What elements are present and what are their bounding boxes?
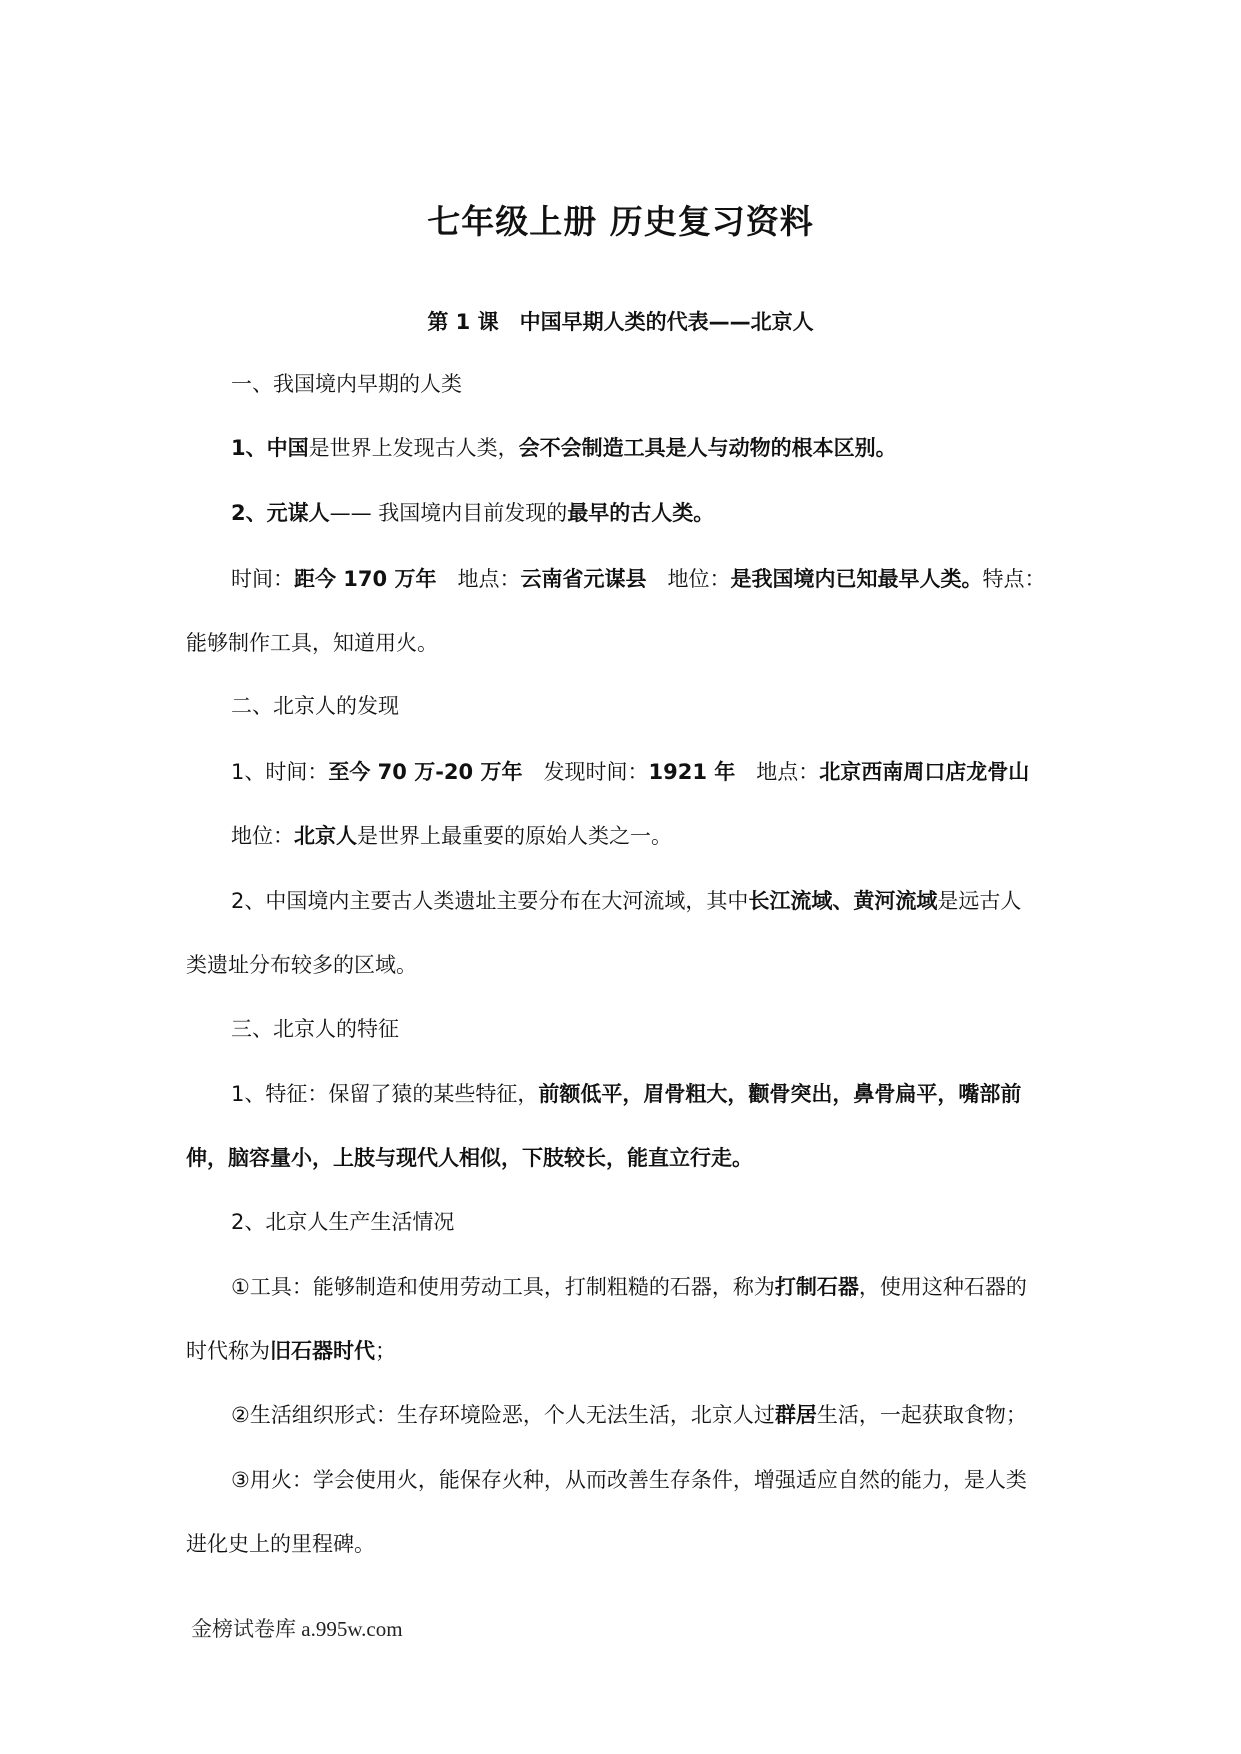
bold-text: 最早的古人类。 — [567, 501, 715, 525]
paragraph-4 — [231, 757, 1029, 787]
bold-text: 至今 70 万-20 万年 — [328, 760, 523, 784]
section-heading-3: 三、北京人的特征 — [231, 1017, 399, 1041]
text: 是世界上发现古人类， — [308, 436, 519, 460]
bold-text: 2、元谋人 — [231, 501, 330, 525]
bold-text: 北京西南周口店龙骨山 — [819, 760, 1030, 784]
text: ，使用这种石器的 — [858, 1275, 1027, 1299]
document-title: 七年级上册 历史复习资料 — [427, 202, 814, 241]
bold-text: 伸，脑容量小，上肢与现代人相似，下肢较长，能直立行走。 — [186, 1146, 753, 1170]
paragraph-3 — [231, 564, 1045, 594]
text: 1、特征：保留了猿的某些特征， — [231, 1082, 539, 1106]
paragraph-2 — [231, 498, 714, 528]
text: 生活，一起获取食物； — [816, 1403, 1027, 1427]
text: 地点： — [436, 567, 521, 591]
bold-text: 云南省元谋县 — [520, 567, 647, 591]
bold-text: 北京人 — [294, 824, 357, 848]
paragraph-10 — [231, 1400, 1027, 1430]
paragraph-7 — [231, 1079, 1021, 1109]
paragraph-5 — [231, 821, 672, 851]
lesson-heading: 第 1 课 中国早期人类的代表——北京人 — [427, 310, 814, 334]
text: 1、时间： — [231, 760, 329, 784]
paragraph-3-cont: 能够制作工具，知道用火。 — [186, 631, 438, 655]
text: 是世界上最重要的原始人类之一。 — [357, 824, 672, 848]
text: ； — [375, 1339, 396, 1363]
paragraph-11: ③用火：学会使用火，能保存火种，从而改善生存条件，增强适应自然的能力，是人类 — [231, 1468, 1027, 1492]
text: —— 我国境内目前发现的 — [329, 501, 568, 525]
text: 2、中国境内主要古人类遗址主要分布在大河流域，其中 — [231, 889, 749, 913]
text: 发现时间： — [522, 760, 649, 784]
bold-text: 距今 170 万年 — [294, 567, 437, 591]
bold-text: 1、中国 — [231, 436, 309, 460]
paragraph-9-cont — [186, 1336, 396, 1366]
text: 时间： — [231, 567, 294, 591]
text: 地点： — [735, 760, 820, 784]
bold-text: 前额低平，眉骨粗大，颧骨突出，鼻骨扁平，嘴部前 — [538, 1082, 1022, 1106]
bold-text: 长江流域、黄河流域 — [748, 889, 938, 913]
paragraph-6-cont: 类遗址分布较多的区域。 — [186, 953, 417, 977]
bold-text: 会不会制造工具是人与动物的根本区别。 — [518, 436, 897, 460]
paragraph-6 — [231, 886, 1021, 916]
paragraph-11-cont: 进化史上的里程碑。 — [186, 1532, 375, 1556]
text: 时代称为 — [186, 1339, 270, 1363]
text: 地位： — [231, 824, 294, 848]
footer-watermark: 金榜试卷库 a.995w.com — [191, 1617, 403, 1641]
text: 特点： — [982, 567, 1046, 591]
paragraph-7-cont — [186, 1143, 753, 1173]
bold-text: 旧石器时代 — [270, 1339, 375, 1363]
text: 地位： — [646, 567, 731, 591]
bold-text: 打制石器 — [774, 1275, 859, 1299]
bold-text: 群居 — [774, 1403, 817, 1427]
text: ②生活组织形式：生存环境险恶，个人无法生活，北京人过 — [231, 1403, 775, 1427]
text: 是远古人 — [937, 889, 1022, 913]
bold-text: 1921 年 — [648, 760, 736, 784]
bold-text: 是我国境内已知最早人类。 — [730, 567, 983, 591]
section-heading-2: 二、北京人的发现 — [231, 694, 399, 718]
paragraph-1 — [231, 433, 897, 463]
text: ①工具：能够制造和使用劳动工具，打制粗糙的石器，称为 — [231, 1275, 775, 1299]
section-heading-1: 一、我国境内早期的人类 — [231, 372, 462, 396]
paragraph-9 — [231, 1272, 1027, 1302]
paragraph-8: 2、北京人生产生活情况 — [231, 1210, 455, 1234]
